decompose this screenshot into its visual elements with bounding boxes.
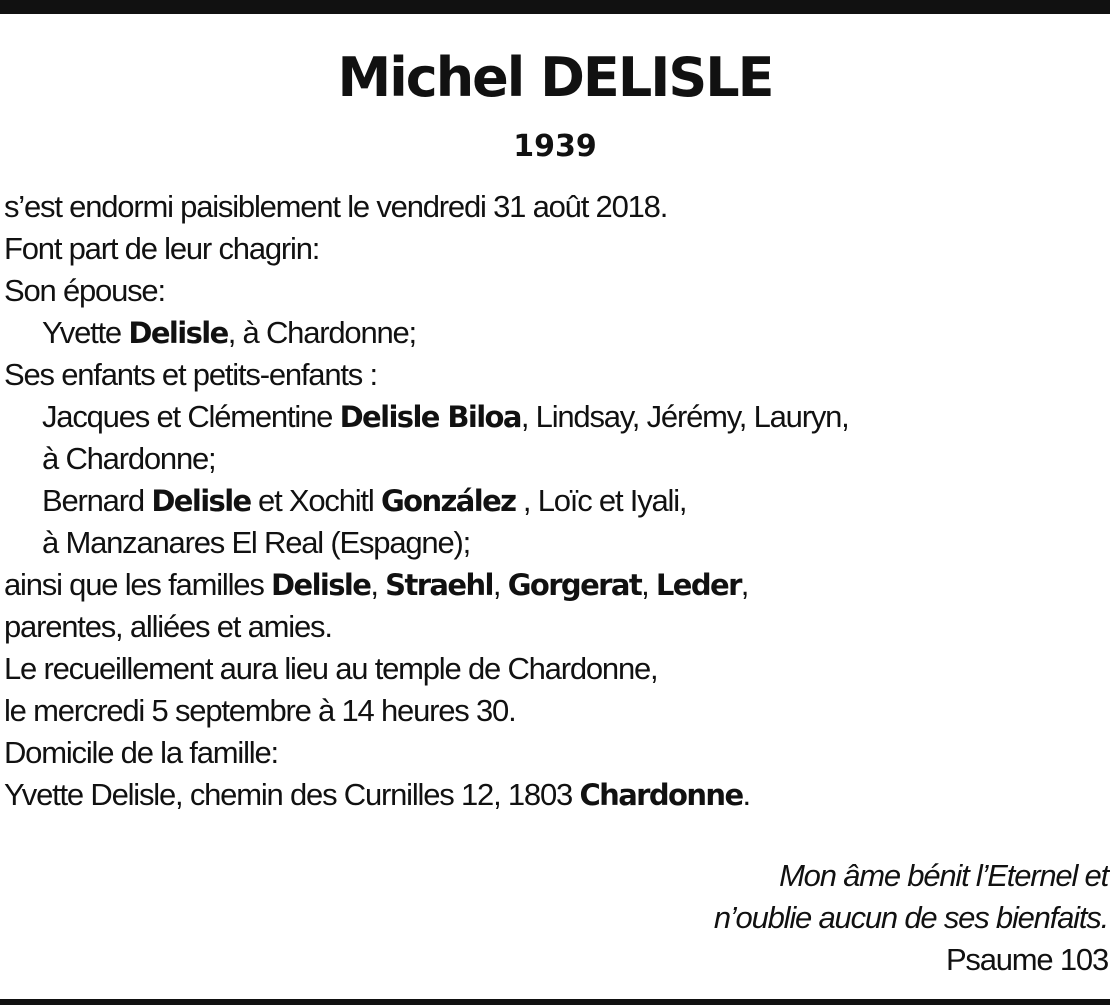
child1-place: à Chardonne; <box>42 441 216 476</box>
family-name: Leder <box>655 568 741 602</box>
relatives-line: parentes, alliées et amies. <box>4 609 332 644</box>
bottom-rule <box>0 999 1110 1005</box>
verse-line-2: n’oublie aucun de ses bienfaits. <box>713 900 1108 935</box>
deceased-name: Michel DELISLE <box>337 46 773 109</box>
family-name: Delisle <box>271 568 371 602</box>
domicile-label: Domicile de la famille: <box>4 735 278 770</box>
address-town: Chardonne <box>579 778 743 812</box>
address-line: Yvette Delisle, chemin des Curnilles 12, 1803 Chardonne. <box>4 777 750 812</box>
birth-year: 1939 <box>513 129 597 164</box>
child2-surname1: Delisle <box>151 484 251 518</box>
child2-line: Bernard Delisle et Xochitl González , Loïc et Iyali, <box>42 483 687 518</box>
intro-line: Font part de leur chagrin: <box>4 231 320 266</box>
announcement: s’est endormi paisiblement le vendredi 31 août 2018. <box>4 189 668 224</box>
verse-line-1: Mon âme bénit l’Eternel et <box>779 858 1108 893</box>
family-name: Straehl <box>385 568 493 602</box>
notice-body <box>4 228 1104 816</box>
child2-surname2: González <box>380 484 516 518</box>
child1-line: Jacques et Clémentine Delisle Biloa, Lindsay, Jérémy, Lauryn, <box>42 399 849 434</box>
bible-verse <box>714 855 1108 981</box>
spouse-surname: Delisle <box>128 316 228 350</box>
ceremony-line-1: Le recueillement aura lieu au temple de Chardonne, <box>4 651 658 686</box>
child2-place: à Manzanares El Real (Espagne); <box>42 525 471 560</box>
children-label: Ses enfants et petits-enfants : <box>4 357 377 392</box>
top-rule <box>0 0 1110 14</box>
ceremony-line-2: le mercredi 5 septembre à 14 heures 30. <box>4 693 516 728</box>
verse-reference: Psaume 103 <box>945 942 1108 977</box>
families-line: ainsi que les familles Delisle, Straehl, Gorgerat, Leder, <box>4 567 749 602</box>
family-name: Gorgerat <box>507 568 642 602</box>
spouse-label: Son épouse: <box>4 273 165 308</box>
spouse-line: Yvette Delisle, à Chardonne; <box>42 315 416 350</box>
child1-surname: Delisle Biloa <box>339 400 521 434</box>
